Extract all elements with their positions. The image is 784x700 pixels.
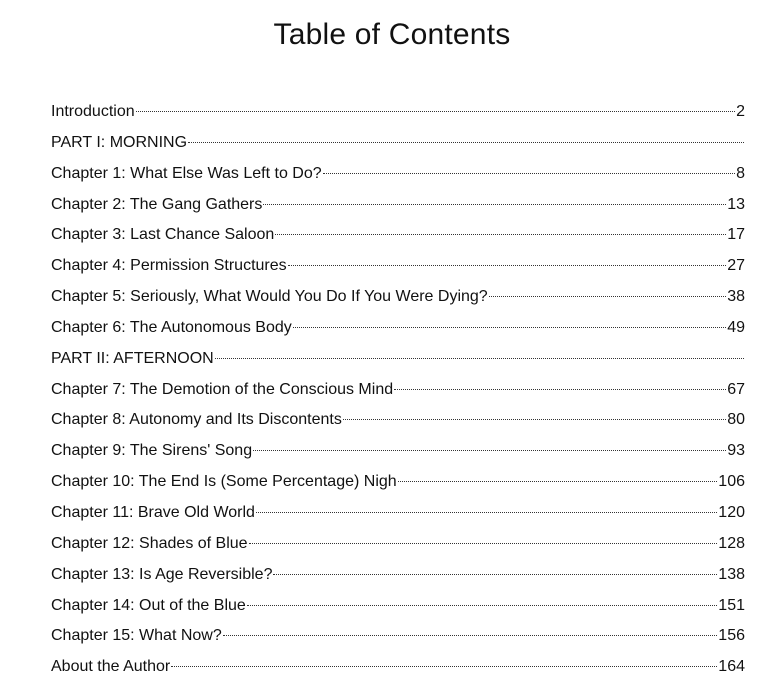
dot-leader <box>398 481 718 482</box>
toc-entry-chapter-5[interactable] <box>51 286 745 317</box>
dot-leader <box>249 543 718 544</box>
toc-entry-part-1[interactable] <box>51 132 745 163</box>
toc-entry-label: PART II: AFTERNOON <box>51 349 214 367</box>
toc-entry-page: 93 <box>727 442 745 460</box>
toc-entry-label: Chapter 8: Autonomy and Its Discontents <box>51 411 342 429</box>
toc-entry-label: Chapter 13: Is Age Reversible? <box>51 565 273 583</box>
toc-entry-label: Chapter 5: Seriously, What Would You Do If You Were Dying? <box>51 288 488 306</box>
dot-leader <box>171 666 717 667</box>
toc-entry-page: 27 <box>727 257 745 275</box>
toc-entry-label: About the Author <box>51 658 171 676</box>
toc-entry-page: 13 <box>727 195 745 213</box>
toc-entry-page: 120 <box>718 503 745 521</box>
toc-entry-page: 164 <box>718 658 745 676</box>
toc-entry-label: PART I: MORNING <box>51 133 188 151</box>
dot-leader <box>256 512 717 513</box>
toc-entry-chapter-7[interactable] <box>51 379 745 410</box>
dot-leader <box>247 605 718 606</box>
toc-entry-chapter-6[interactable] <box>51 317 745 348</box>
toc-entry-label: Chapter 11: Brave Old World <box>51 503 255 521</box>
toc-entry-page: 128 <box>718 534 745 552</box>
toc-entry-about-the-author[interactable] <box>51 656 745 687</box>
toc-entry-page: 2 <box>736 103 745 120</box>
dot-leader <box>215 358 744 359</box>
toc-entry-label: Chapter 1: What Else Was Left to Do? <box>51 164 322 182</box>
toc-entry-page: 49 <box>727 318 745 336</box>
toc-entry-label: Chapter 14: Out of the Blue <box>51 596 246 614</box>
dot-leader <box>293 327 726 328</box>
toc-entry-chapter-2[interactable] <box>51 194 745 225</box>
toc-entry-label: Chapter 15: What Now? <box>51 627 222 645</box>
toc-entry-page: 106 <box>718 473 745 491</box>
dot-leader <box>253 450 726 451</box>
dot-leader <box>343 419 726 420</box>
toc-entry-label: Chapter 2: The Gang Gathers <box>51 195 263 213</box>
toc-entry-label: Chapter 10: The End Is (Some Percentage) Nigh <box>51 473 397 491</box>
toc-entry-chapter-13[interactable] <box>51 564 745 595</box>
toc-entry-chapter-12[interactable] <box>51 533 745 564</box>
toc-entry-page: 151 <box>718 596 745 614</box>
toc-entry-label: Chapter 12: Shades of Blue <box>51 534 248 552</box>
toc-entry-chapter-9[interactable] <box>51 440 745 471</box>
toc-entry-chapter-8[interactable] <box>51 409 745 440</box>
toc-entry-chapter-15[interactable] <box>51 625 745 656</box>
dot-leader <box>223 635 718 636</box>
dot-leader <box>323 173 735 174</box>
toc-entry-page: 8 <box>736 164 745 182</box>
dot-leader <box>273 574 717 575</box>
toc-entry-label: Chapter 9: The Sirens' Song <box>51 442 253 460</box>
dot-leader <box>188 142 744 143</box>
toc-entry-chapter-3[interactable] <box>51 224 745 255</box>
table-of-contents <box>51 101 745 687</box>
toc-entry-page: 38 <box>727 288 745 306</box>
dot-leader <box>394 389 726 390</box>
toc-entry-chapter-10[interactable] <box>51 471 745 502</box>
toc-entry-page: 138 <box>718 565 745 583</box>
toc-entry-page: 17 <box>727 226 745 244</box>
toc-entry-chapter-1[interactable] <box>51 163 745 194</box>
toc-entry-page: 80 <box>727 411 745 429</box>
toc-entry-chapter-4[interactable] <box>51 255 745 286</box>
dot-leader <box>275 234 726 235</box>
toc-entry-label: Chapter 3: Last Chance Saloon <box>51 226 275 244</box>
toc-entry-label: Chapter 6: The Autonomous Body <box>51 318 292 336</box>
dot-leader <box>489 296 727 297</box>
toc-entry-label: Chapter 7: The Demotion of the Conscious Mind <box>51 380 394 398</box>
dot-leader <box>136 111 735 112</box>
dot-leader <box>288 265 727 266</box>
toc-entry-chapter-11[interactable] <box>51 502 745 533</box>
toc-entry-introduction[interactable] <box>51 101 745 132</box>
toc-entry-chapter-14[interactable] <box>51 595 745 626</box>
toc-entry-part-2[interactable] <box>51 348 745 379</box>
toc-entry-label: Chapter 4: Permission Structures <box>51 257 287 275</box>
toc-entry-page: 156 <box>718 627 745 645</box>
toc-entry-label: Introduction <box>51 103 135 120</box>
dot-leader <box>263 204 726 205</box>
page-title: Table of Contents <box>273 18 511 51</box>
toc-entry-page: 67 <box>727 380 745 398</box>
